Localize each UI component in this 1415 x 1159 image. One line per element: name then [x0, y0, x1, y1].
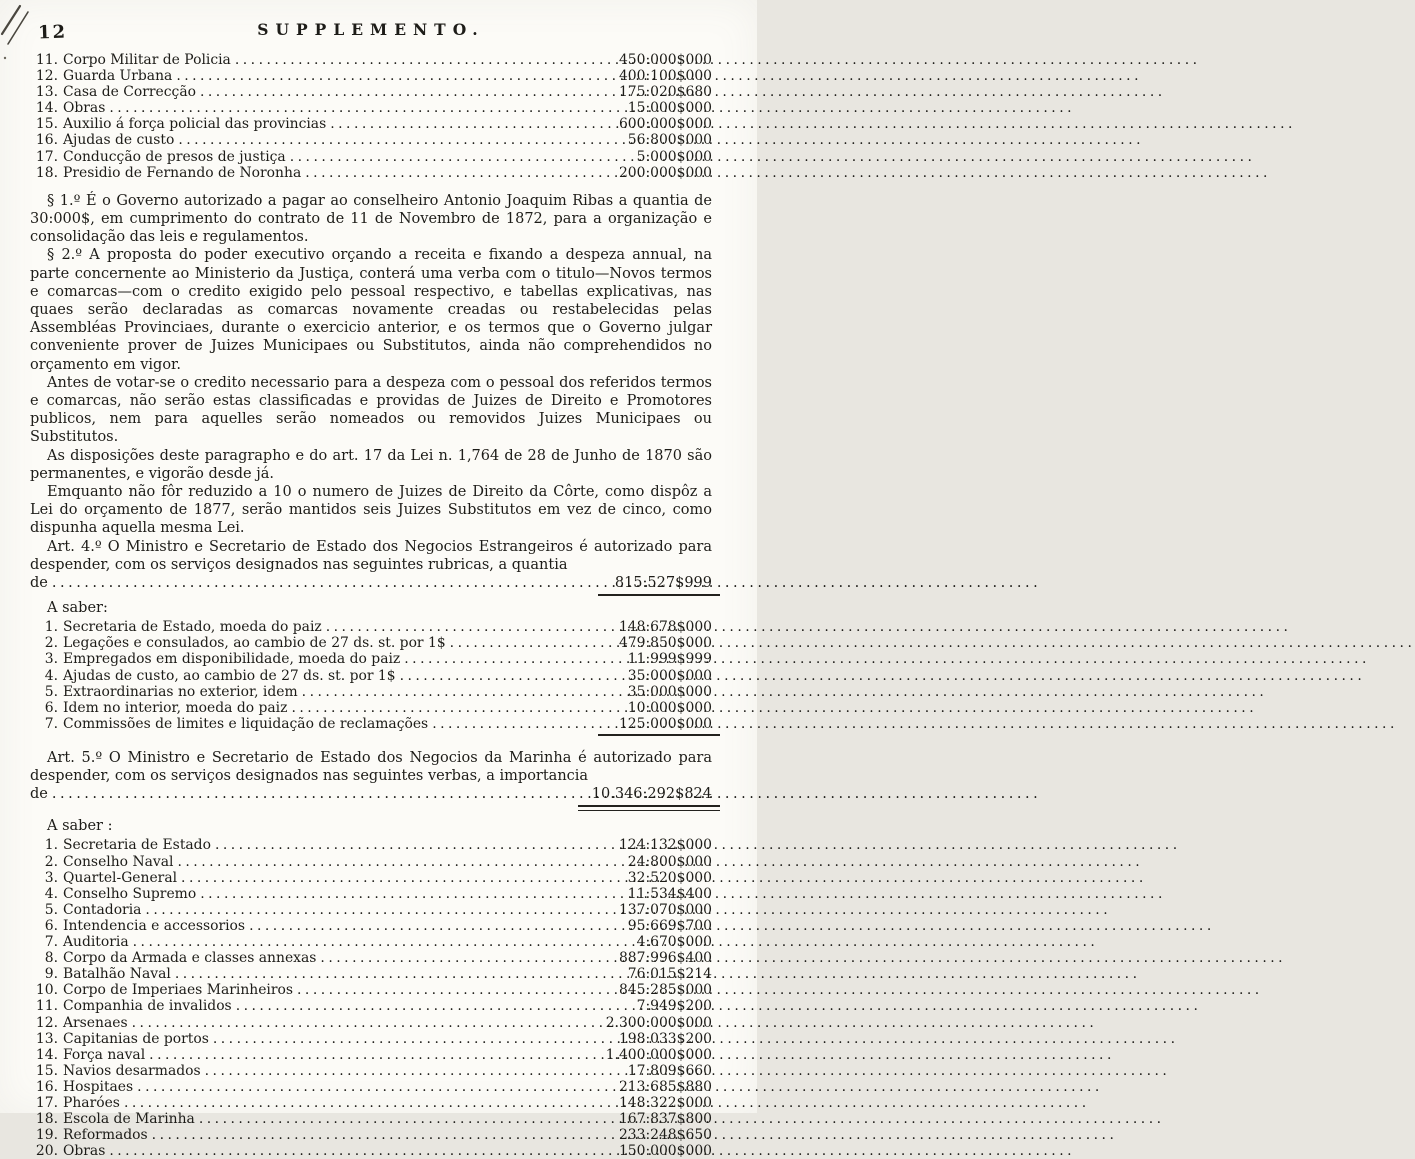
list-total-rule	[598, 734, 720, 736]
paragraph: As disposições deste paragrapho e do art. 17 da Lei n. 1,764 de 28 de Junho de 1870 são permanentes, e vigorão desde já.	[30, 447, 712, 482]
line-amount: 5:000$000	[636, 148, 712, 165]
budget-line-row	[30, 132, 712, 148]
dot-leader	[249, 918, 598, 934]
line-amount: 479:850$000	[618, 635, 712, 652]
line-amount: 24:800$000	[627, 853, 712, 870]
line-label: Guarda Urbana	[63, 68, 173, 85]
line-amount: 125:000$000	[618, 715, 712, 732]
dot-leader	[291, 700, 598, 716]
line-number: 3.	[44, 869, 58, 886]
line-number: 19.	[35, 1127, 58, 1144]
line-label: Capitanias de portos	[63, 1030, 209, 1047]
budget-line-row	[30, 700, 712, 716]
line-amount: 35:000$000	[627, 683, 712, 700]
budget-line-row	[30, 619, 712, 635]
line-number: 11.	[35, 998, 58, 1015]
line-label: Corpo de Imperiaes Marinheiros	[63, 982, 294, 999]
line-label: Extraordinarias no exterior, idem	[63, 683, 298, 700]
art4-total-amount: 815:527$999	[614, 575, 712, 592]
line-number: 6.	[44, 699, 58, 716]
line-amount: 137:070$000	[618, 901, 712, 918]
dot-leader	[235, 52, 598, 68]
line-amount: 2.300:000$000	[605, 1014, 712, 1031]
art4-intro-paragraph: Art. 4.º O Ministro e Secretario de Estado dos Negocios Estrangeiros é autorizado para despender, com os serviços designados nas seguintes rubricas, a quantia	[30, 538, 712, 573]
page-number: 12	[37, 21, 68, 44]
dot-leader	[109, 100, 598, 116]
line-amount: 450:000$000	[618, 52, 712, 68]
line-number: 14.	[35, 100, 58, 117]
line-amount: 76:015$214	[627, 966, 712, 983]
line-label: Navios desarmados	[63, 1062, 201, 1079]
dot-leader	[199, 1111, 598, 1127]
art5-saber-label: A saber :	[47, 818, 113, 835]
art5-intro-paragraph: Art. 5.º O Ministro e Secretario de Estado dos Negocios da Marinha é autorizado para despender, com os serviços designados nas seguintes verbas, a importancia	[30, 749, 712, 785]
paragraph: Emquanto não fôr reduzido a 10 o numero de Juizes de Direito da Côrte, como dispôz a Lei do orçamento de 1877, serão mantidos seis Juizes Substitutos em vez de cinco, como dispunha aquella mesma Lei.	[30, 484, 712, 537]
line-number: 18.	[35, 164, 58, 181]
line-label: Hospitaes	[63, 1078, 134, 1095]
line-label: Batalhão Naval	[63, 966, 171, 983]
line-number: 5.	[44, 683, 58, 700]
line-amount: 845:285$000	[618, 982, 712, 999]
dot-leader	[326, 619, 598, 635]
budget-line-row	[30, 84, 712, 100]
dot-leader	[200, 886, 598, 902]
dot-leader	[200, 84, 598, 100]
total-rule	[598, 594, 720, 596]
dot-leader	[404, 651, 598, 667]
line-amount: 233:248$650	[618, 1127, 712, 1144]
budget-line-row	[30, 668, 712, 684]
paragraph: § 1.º É o Governo autorizado a pagar ao conselheiro Antonio Joaquim Ribas a quantia de 30:000$, em cumprimento do contrato de 11 de Novembro de 1872, para a organização e consolidação das leis e regulamentos.	[30, 192, 712, 246]
body-paragraphs	[30, 192, 712, 538]
budget-line-row	[30, 1127, 712, 1143]
dot-leader	[124, 1095, 598, 1111]
budget-line-row	[30, 1031, 712, 1047]
line-label: Secretaria de Estado, moeda do paiz	[63, 619, 322, 636]
line-label: Corpo da Armada e classes annexas	[63, 950, 317, 967]
total-prefix: de	[30, 575, 48, 592]
line-number: 10.	[35, 982, 58, 999]
navy-budget-list	[30, 837, 712, 1159]
line-amount: 148:322$000	[618, 1094, 712, 1111]
line-label: Quartel-General	[63, 869, 178, 886]
line-number: 15.	[35, 1062, 58, 1079]
budget-line-row	[30, 870, 712, 886]
line-label: Escola de Marinha	[63, 1111, 195, 1128]
line-label: Pharóes	[63, 1094, 120, 1111]
line-number: 18.	[35, 1111, 58, 1128]
line-amount: 15:000$000	[627, 100, 712, 117]
dot-leader	[52, 574, 598, 592]
page-title: SUPPLEMENTO.	[257, 20, 485, 39]
line-label: Intendencia e accessorios	[63, 917, 246, 934]
line-number: 13.	[35, 84, 58, 101]
line-amount: 11:999$999	[627, 651, 712, 668]
line-number: 8.	[44, 950, 58, 967]
line-amount: 887:996$400	[618, 950, 712, 967]
line-label: Conselho Supremo	[63, 885, 197, 902]
justice-budget-list	[30, 52, 712, 181]
dot-leader	[215, 837, 598, 853]
line-amount: 32:520$000	[627, 869, 712, 886]
budget-line-row	[30, 950, 712, 966]
line-amount: 56:800$000	[627, 132, 712, 149]
line-amount: 148:678$000	[618, 619, 712, 636]
dot-leader	[320, 950, 598, 966]
dot-leader	[432, 716, 598, 732]
art5-total-amount: 10.346:292$824	[591, 786, 712, 803]
line-label: Companhia de invalidos	[63, 998, 232, 1015]
budget-line-row	[30, 52, 712, 68]
line-amount: 175:020$680	[618, 84, 712, 101]
line-label: Commissões de limites e liquidação de reclamações	[63, 715, 429, 732]
line-number: 13.	[35, 1030, 58, 1047]
line-label: Idem no interior, moeda do paiz	[63, 699, 288, 716]
line-amount: 4:670$000	[636, 934, 712, 951]
dot-leader	[178, 132, 598, 148]
dot-leader	[109, 1143, 598, 1159]
line-label: Legações e consulados, ao cambio de 27 ds. st. por 1$	[63, 635, 446, 652]
dot-leader	[152, 1127, 598, 1143]
line-label: Conselho Naval	[63, 853, 174, 870]
budget-line-row	[30, 918, 712, 934]
line-number: 1.	[44, 619, 58, 636]
budget-line-row	[30, 635, 712, 651]
line-label: Auxilio á força policial das provincias	[63, 116, 327, 133]
line-label: Força naval	[63, 1046, 146, 1063]
dot-leader	[205, 1063, 598, 1079]
budget-line-row	[30, 1095, 712, 1111]
dot-leader	[450, 635, 598, 651]
line-amount: 10:000$000	[627, 699, 712, 716]
dot-leader	[137, 1079, 598, 1095]
line-number: 2.	[44, 635, 58, 652]
line-label: Contadoria	[63, 901, 142, 918]
line-number: 9.	[44, 966, 58, 983]
dot-leader	[305, 165, 598, 181]
dot-leader	[145, 902, 598, 918]
line-number: 1.	[44, 837, 58, 854]
budget-line-row	[30, 116, 712, 132]
budget-line-row	[30, 1063, 712, 1079]
line-number: 11.	[35, 52, 58, 68]
line-number: 16.	[35, 1078, 58, 1095]
line-amount: 213:685$880	[618, 1078, 712, 1095]
budget-line-row	[30, 998, 712, 1014]
line-number: 7.	[44, 934, 58, 951]
line-number: 2.	[44, 853, 58, 870]
dot-leader	[290, 149, 598, 165]
line-number: 20.	[35, 1143, 58, 1159]
budget-line-row	[30, 902, 712, 918]
budget-line-row	[30, 651, 712, 667]
line-amount: 600:000$000	[618, 116, 712, 133]
line-label: Casa de Correcção	[63, 84, 196, 101]
budget-line-row	[30, 1143, 712, 1159]
line-amount: 200:000$000	[618, 164, 712, 181]
budget-line-row	[30, 1111, 712, 1127]
budget-line-row	[30, 1079, 712, 1095]
line-number: 4.	[44, 667, 58, 684]
budget-line-row	[30, 966, 712, 982]
line-number: 15.	[35, 116, 58, 133]
line-amount: 95:669$700	[627, 917, 712, 934]
foreign-affairs-budget-list	[30, 619, 712, 732]
line-number: 14.	[35, 1046, 58, 1063]
budget-line-row	[30, 684, 712, 700]
line-amount: 17:809$660	[627, 1062, 712, 1079]
line-label: Ajudas de custo	[63, 132, 175, 149]
line-amount: 167:837$800	[618, 1111, 712, 1128]
budget-line-row	[30, 716, 712, 732]
dot-leader	[181, 870, 598, 886]
art4-total-row	[30, 574, 712, 592]
line-amount: 1.400:000$000	[605, 1046, 712, 1063]
line-label: Reformados	[63, 1127, 148, 1144]
budget-line-row	[30, 1015, 712, 1031]
paragraph: Antes de votar-se o credito necessario para a despeza com o pessoal dos referidos termos e comarcas, não serão estas classificadas e providas de Juizes de Direito e Promotores publicos, nem para aquelles serão nomeados ou removidos Juizes Municipaes ou Substitutos.	[30, 374, 712, 446]
line-number: 12.	[35, 68, 58, 85]
budget-line-row	[30, 982, 712, 998]
dot-leader	[213, 1031, 598, 1047]
line-number: 3.	[44, 651, 58, 668]
dot-leader	[400, 668, 598, 684]
line-label: Arsenaes	[63, 1014, 128, 1031]
dot-leader	[177, 854, 598, 870]
line-number: 5.	[44, 901, 58, 918]
dot-leader	[330, 116, 598, 132]
line-amount: 7:949$200	[636, 998, 712, 1015]
line-number: 4.	[44, 885, 58, 902]
budget-line-row	[30, 1047, 712, 1063]
total-prefix: de	[30, 786, 48, 803]
line-amount: 11:534$400	[627, 885, 712, 902]
line-number: 7.	[44, 715, 58, 732]
dot-leader	[175, 966, 598, 982]
budget-line-row	[30, 934, 712, 950]
dot-leader	[236, 998, 598, 1014]
paragraph: § 2.º A proposta do poder executivo orçando a receita e fixando a despeza annual, na parte concernente ao Ministerio da Justiça, conterá uma verba com o titulo—Novos termos e comarcas—com o credito exigido pelo pessoal respectivo, e tabellas explicativas, nas quaes serão declaradas as comarcas novamente creadas ou restabelecidas pelas Assembléas Provinciaes, durante o exercicio anterior, e os termos que o Governo julgar conveniente prover de Juizes Municipaes ou Substitutos, ainda não comprehendidos no orçamento em vigor.	[30, 247, 712, 373]
art5-total-row	[30, 785, 712, 803]
line-number: 17.	[35, 1094, 58, 1111]
budget-line-row	[30, 68, 712, 84]
budget-line-row	[30, 886, 712, 902]
dot-leader	[176, 68, 598, 84]
budget-line-row	[30, 100, 712, 116]
line-label: Obras	[63, 1143, 106, 1159]
total-rule-double	[578, 805, 720, 811]
dot-leader	[132, 1015, 598, 1031]
dot-leader	[133, 934, 598, 950]
budget-line-row	[30, 165, 712, 181]
line-amount: 124:132$000	[618, 837, 712, 854]
budget-line-row	[30, 837, 712, 853]
dot-leader	[297, 982, 598, 998]
dot-leader	[52, 785, 588, 803]
line-amount: 150:000$000	[618, 1143, 712, 1159]
line-number: 17.	[35, 148, 58, 165]
line-number: 12.	[35, 1014, 58, 1031]
dot-leader	[302, 684, 598, 700]
line-number: 6.	[44, 917, 58, 934]
line-label: Presidio de Fernando de Noronha	[63, 164, 302, 181]
line-label: Ajudas de custo, ao cambio de 27 ds. st. por 1$	[63, 667, 396, 684]
line-amount: 35:000$000	[627, 667, 712, 684]
budget-line-row	[30, 854, 712, 870]
art4-saber-label: A saber:	[47, 600, 108, 617]
line-amount: 198:033$200	[618, 1030, 712, 1047]
budget-line-row	[30, 149, 712, 165]
line-label: Conducção de presos de justiça	[63, 148, 286, 165]
line-label: Obras	[63, 100, 106, 117]
line-number: 16.	[35, 132, 58, 149]
dot-leader	[149, 1047, 598, 1063]
line-label: Auditoria	[63, 934, 129, 951]
page-header	[30, 20, 712, 48]
line-label: Corpo Militar de Policia	[63, 52, 231, 68]
line-label: Empregados em disponibilidade, moeda do paiz	[63, 651, 401, 668]
line-label: Secretaria de Estado	[63, 837, 211, 854]
line-amount: 400:100$000	[618, 68, 712, 85]
